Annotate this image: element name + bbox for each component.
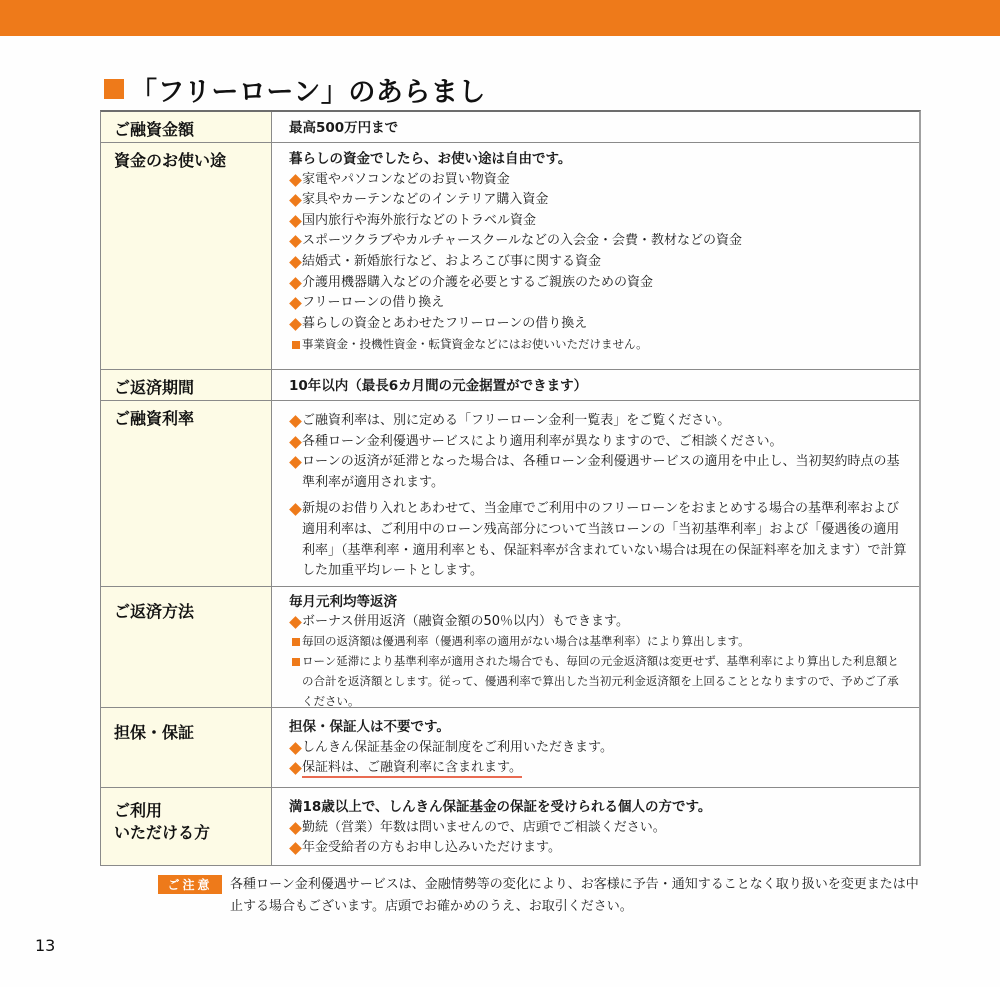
row-label: 担保・保証 [101, 708, 272, 787]
orange-square-bullet-icon [292, 658, 300, 666]
list-item: 暮らしの資金とあわせたフリーローンの借り換え [289, 314, 909, 335]
orange-diamond-bullet-icon [289, 236, 302, 249]
orange-square-icon [104, 79, 124, 99]
list-item: ご融資利率は、別に定める「フリーローン金利一覧表」をご覧ください。 [289, 411, 909, 432]
list-item: 国内旅行や海外旅行などのトラベル資金 [289, 211, 909, 232]
row-label: ご利用 いただける方 [101, 788, 272, 865]
list-item: 新規のお借り入れとあわせて、当金庫でご利用中のフリーローンをおまとめする場合の基準利率および適用利率は、ご利用中のローン残高部分について当該ローンの「当初基準利率」および「優遇後の適用利率」（基準利率・適用利率とも、保証料率が含まれていない場合は現在の保証料率を加えます）で計算した加重平均レートとします。 [289, 499, 909, 581]
table-row-eligibility [101, 788, 919, 865]
list-item: 介護用機器購入などの介護を必要とするご親族のための資金 [289, 273, 909, 294]
orange-diamond-bullet-icon [289, 616, 302, 629]
list-item: 年金受給者の方もお申し込みいただけます。 [289, 838, 909, 859]
table-row-loan-amount [101, 112, 919, 143]
loan-summary-table [100, 110, 921, 866]
page-heading [104, 72, 486, 106]
list-item: スポーツクラブやカルチャースクールなどの入会金・会費・教材などの資金 [289, 231, 909, 252]
orange-diamond-bullet-icon [289, 297, 302, 310]
caution-text: 各種ローン金利優遇サービスは、金融情勢等の変化により、お客様に予告・通知することなく取り扱いを変更または中止する場合もございます。店頭でお確かめのうえ、お取引ください。 [230, 877, 919, 914]
row-label: ご返済期間 [101, 370, 272, 400]
orange-diamond-bullet-icon [289, 256, 302, 269]
page-title: 「フリーローン」のあらまし [130, 76, 486, 108]
list-item: 各種ローン金利優遇サービスにより適用利率が異なりますので、ご相談ください。 [289, 432, 909, 453]
orange-diamond-bullet-icon [289, 822, 302, 835]
row-value [272, 401, 919, 586]
list-item: 勤続（営業）年数は問いませんので、店頭でご相談ください。 [289, 818, 909, 839]
orange-diamond-bullet-icon [289, 742, 302, 755]
row-label: ご返済方法 [101, 587, 272, 707]
list-item-note: 毎回の返済額は優遇利率（優遇利率の適用がない場合は基準利率）により算出します。 [289, 631, 909, 651]
list-item: しんきん保証基金の保証制度をご利用いただきます。 [289, 738, 909, 759]
table-row-collateral-guarantee [101, 708, 919, 788]
list-item-note: ローン延滞により基準利率が適用された場合でも、毎回の元金返済額は変更せず、基準利率により算出した利息額との合計を返済額とします。従って、優遇利率で算出した当初元利金返済額を上回ることとなりますので、予めご了承ください。 [289, 651, 909, 711]
orange-diamond-bullet-icon [289, 194, 302, 207]
row-value [272, 370, 919, 400]
row-label: ご融資利率 [101, 401, 272, 586]
orange-diamond-bullet-icon [289, 215, 302, 228]
row-lead-text: 暮らしの資金でしたら、お使い途は自由です。 [289, 151, 572, 167]
row-lead-text: 毎月元利均等返済 [289, 594, 397, 610]
table-row-repayment-method [101, 587, 919, 708]
orange-square-bullet-icon [292, 341, 300, 349]
orange-square-bullet-icon [292, 638, 300, 646]
table-row-interest-rate [101, 401, 919, 587]
list-item: 結婚式・新婚旅行など、およろこび事に関する資金 [289, 252, 909, 273]
table-row-fund-usage [101, 143, 919, 370]
orange-diamond-bullet-icon [289, 277, 302, 290]
row-value [272, 587, 919, 707]
orange-diamond-bullet-icon [289, 174, 302, 187]
row-value [272, 708, 919, 787]
row-value [272, 112, 919, 142]
top-orange-band [0, 0, 1000, 36]
list-item: 家具やカーテンなどのインテリア購入資金 [289, 190, 909, 211]
row-label: ご融資金額 [101, 112, 272, 142]
list-item [289, 758, 909, 779]
list-item-note: 事業資金・投機性資金・転貸資金などにはお使いいただけません。 [289, 334, 909, 354]
orange-diamond-bullet-icon [289, 318, 302, 331]
row-lead-text: 最高500万円まで [289, 120, 399, 136]
orange-diamond-bullet-icon [289, 415, 302, 428]
row-lead-text: 満18歳以上で、しんきん保証基金の保証を受けられる個人の方です。 [289, 799, 712, 815]
orange-diamond-bullet-icon [289, 456, 302, 469]
row-lead-text: 担保・保証人は不要です。 [289, 719, 450, 735]
caution-note [158, 874, 930, 918]
row-label: 資金のお使い途 [101, 143, 272, 369]
list-item: フリーローンの借り換え [289, 293, 909, 314]
caution-badge: ご注意 [158, 875, 222, 894]
table-row-repayment-period [101, 370, 919, 401]
row-value [272, 788, 919, 865]
underlined-text: 保証料は、ご融資利率に含まれます。 [302, 760, 522, 778]
list-item: ローンの返済が延滞となった場合は、各種ローン金利優遇サービスの適用を中止し、当初契約時点の基準利率が適用されます。 [289, 452, 909, 493]
row-lead-text: 10年以内（最長6カ月間の元金据置ができます） [289, 378, 588, 394]
page-number: 13 [35, 936, 56, 955]
list-item: 家電やパソコンなどのお買い物資金 [289, 170, 909, 191]
orange-diamond-bullet-icon [289, 436, 302, 449]
row-value [272, 143, 919, 369]
list-item: ボーナス併用返済（融資金額の50％以内）もできます。 [289, 612, 909, 631]
orange-diamond-bullet-icon [289, 504, 302, 517]
orange-diamond-bullet-icon [289, 762, 302, 775]
orange-diamond-bullet-icon [289, 842, 302, 855]
